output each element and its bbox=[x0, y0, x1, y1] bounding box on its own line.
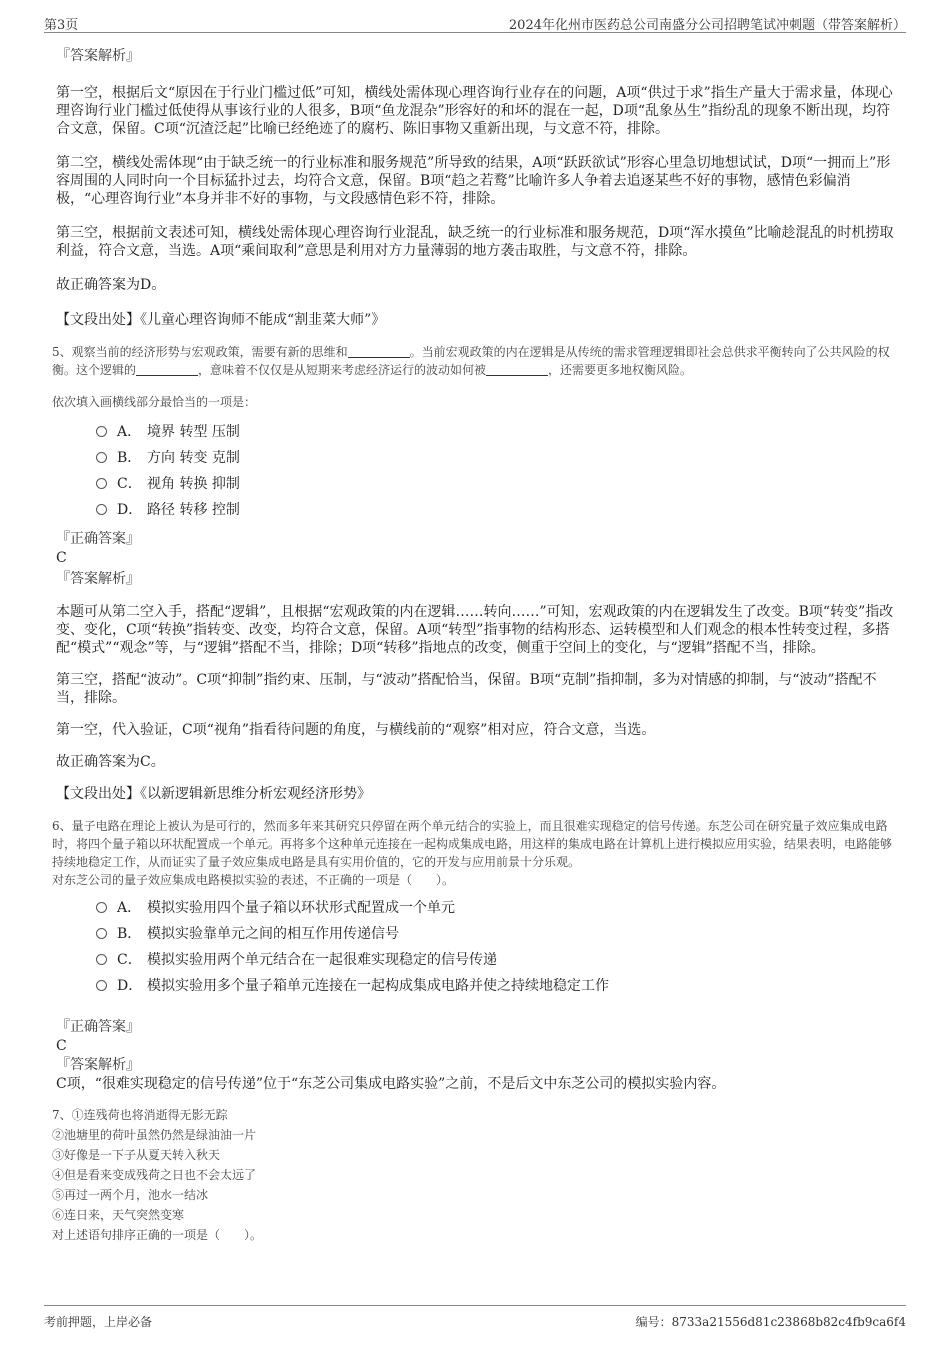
q6-correct-label: 『正确答案』 bbox=[56, 1019, 140, 1035]
q7-line-4: ④但是看来变成残荷之日也不会太远了 bbox=[52, 1168, 257, 1182]
q5-stem-part-a: 5、观察当前的经济形势与宏观政策，需要有新的思维和 bbox=[52, 345, 348, 359]
q7-question: 对上述语句排序正确的一项是（ ）。 bbox=[52, 1228, 263, 1242]
q4-conclusion: 故正确答案为D。 bbox=[56, 277, 166, 293]
option-text: 模拟实验靠单元之间的相互作用传递信号 bbox=[147, 926, 399, 942]
document-id: 编号：8733a21556d81c23868b82c4fb9ca6f4 bbox=[635, 1315, 906, 1329]
q5-option-c[interactable] bbox=[96, 471, 898, 497]
q5-stem-part-b: 。当前宏观政策的内在逻辑是从传统的需求管理逻辑即社会总供求平衡转向了公共风险的权衡。这个逻辑的 bbox=[52, 345, 890, 377]
page-number: 第3页 bbox=[44, 18, 79, 33]
q5-option-b[interactable] bbox=[96, 445, 898, 471]
footer-slogan: 考前押题，上岸必备 bbox=[44, 1315, 153, 1329]
radio-icon[interactable] bbox=[96, 426, 107, 437]
blank-2 bbox=[136, 363, 198, 376]
q5-source: 【文段出处】《以新逻辑新思维分析宏观经济形势》 bbox=[56, 786, 371, 802]
q5-analysis-para-2: 第三空，搭配“波动”。C项“抑制”指约束、压制，与“波动”搭配恰当，保留。B项“克制”指抑制，多为对情感的抑制，与“波动”搭配不当，排除。 bbox=[56, 672, 877, 706]
radio-icon[interactable] bbox=[96, 928, 107, 939]
option-letter: C． bbox=[117, 476, 142, 492]
option-text: 模拟实验用多个量子箱单元连接在一起构成集成电路并使之持续地稳定工作 bbox=[147, 978, 609, 994]
q5-option-d[interactable] bbox=[96, 497, 898, 523]
q7-line-2: ②池塘里的荷叶虽然仍然是绿油油一片 bbox=[52, 1128, 257, 1142]
q4-analysis-para-1: 第一空，根据后文“原因在于行业门槛过低”可知，横线处需体现心理咨询行业存在的问题，A项“供过于求”指生产量大于需求量，体现心理咨询行业门槛过低使得从事该行业的人很多，B项“鱼龙混杂”形容好的和坏的混在一起，D项“乱象丛生”指纷乱的现象不断出现，均符合文意，保留。C项“沉渣泛起”比喻已经绝迹了的腐朽、陈旧事物又重新出现，与文意不符，排除。 bbox=[56, 85, 893, 137]
option-text: 路径 转移 控制 bbox=[147, 502, 240, 518]
q5-analysis-para-1: 本题可从第二空入手，搭配“逻辑”，且根据“宏观政策的内在逻辑……转向……”可知，宏观政策的内在逻辑发生了改变。B项“转变”指改变、变化，C项“转换”指转变、改变，均符合文意，保留。A项“转型”指事物的结构形态、运转模型和人们观念的根本性转变过程，多搭配“模式”“观念”等，与“逻辑”搭配不当，排除；D项“转移”指地点的改变，侧重于空间上的变化，与“逻辑”搭配不当，排除。 bbox=[56, 604, 894, 656]
document-title: 2024年化州市医药总公司南盛分公司招聘笔试冲刺题（带答案解析） bbox=[508, 18, 906, 33]
radio-icon[interactable] bbox=[96, 504, 107, 515]
q6-option-a[interactable] bbox=[96, 895, 898, 921]
page-header bbox=[44, 12, 906, 33]
option-text: 模拟实验用两个单元结合在一起很难实现稳定的信号传递 bbox=[147, 952, 497, 968]
radio-icon[interactable] bbox=[96, 954, 107, 965]
option-letter: D． bbox=[117, 978, 143, 994]
option-letter: D． bbox=[117, 502, 143, 518]
q5-correct-answer: C bbox=[56, 550, 67, 566]
q6-analysis-label: 『答案解析』 bbox=[56, 1057, 140, 1073]
q7-line-5: ⑤再过一两个月，池水一结冰 bbox=[52, 1188, 209, 1202]
q4-analysis-para-2: 第二空，横线处需体现“由于缺乏统一的行业标准和服务规范”所导致的结果，A项“跃跃欲试”形容心里急切地想试试，D项“一拥而上”形容周围的人同时向一个目标猛扑过去，均符合文意，保留。B项“趋之若鹜”比喻许多人争着去追逐某些不好的事物，感情色彩偏消极，“心理咨询行业”本身并非不好的事物，与文段感情色彩不符，排除。 bbox=[56, 155, 891, 207]
q4-analysis-para-3: 第三空，根据前文表述可知，横线处需体现心理咨询行业混乱，缺乏统一的行业标准和服务规范，D项“浑水摸鱼”比喻趁混乱的时机捞取利益，符合文意，当选。A项“乘间取利”意思是利用对方力量薄弱的地方袭击取胜，与文意不符，排除。 bbox=[56, 225, 894, 259]
option-text: 境界 转型 压制 bbox=[147, 424, 240, 440]
q6-stem: 6、量子电路在理论上被认为是可行的，然而多年来其研究只停留在两个单元结合的实验上，而且很难实现稳定的信号传递。东芝公司在研究量子效应集成电路时，将四个量子箱以环状配置成一个单元。再将多个这种单元连接在一起构成集成电路，用这样的集成电路在计算机上进行模拟应用实验，结果表明，电路能够持续地稳定工作，从而证实了量子效应集成电路是具有实用价值的，它的开发与应用前景十分乐观。 bbox=[52, 819, 893, 869]
q6-options bbox=[56, 895, 898, 999]
page-content bbox=[52, 44, 898, 1245]
q6-option-b[interactable] bbox=[96, 921, 898, 947]
option-text: 视角 转换 抑制 bbox=[147, 476, 240, 492]
q5-stem-part-c: ，意味着不仅仅是从短期来考虑经济运行的波动如何被 bbox=[198, 363, 487, 377]
radio-icon[interactable] bbox=[96, 980, 107, 991]
q5-stem bbox=[52, 343, 898, 379]
option-letter: A． bbox=[117, 900, 142, 916]
option-letter: B． bbox=[117, 926, 142, 942]
page-footer bbox=[44, 1305, 906, 1332]
q6-option-c[interactable] bbox=[96, 947, 898, 973]
q6-correct-answer: C bbox=[56, 1038, 67, 1054]
option-text: 方向 转变 克制 bbox=[147, 450, 240, 466]
radio-icon[interactable] bbox=[96, 452, 107, 463]
q4-analysis-label: 『答案解析』 bbox=[56, 48, 140, 64]
q5-analysis-para-3: 第一空，代入验证，C项“视角”指看待问题的角度，与横线前的“观察”相对应，符合文意，当选。 bbox=[56, 722, 656, 738]
q6-question: 对东芝公司的量子效应集成电路模拟实验的表述，不正确的一项是（ ）。 bbox=[52, 873, 455, 887]
option-letter: B． bbox=[117, 450, 142, 466]
q7-line-1: 7、①连残荷也将消逝得无影无踪 bbox=[52, 1108, 228, 1122]
radio-icon[interactable] bbox=[96, 902, 107, 913]
q5-options bbox=[56, 419, 898, 523]
q7-line-6: ⑥连日来，天气突然变寒 bbox=[52, 1208, 185, 1222]
blank-3 bbox=[486, 363, 548, 376]
q6-option-d[interactable] bbox=[96, 973, 898, 999]
q5-option-a[interactable] bbox=[96, 419, 898, 445]
option-text: 模拟实验用四个量子箱以环状形式配置成一个单元 bbox=[147, 900, 455, 916]
q5-instruction: 依次填入画横线部分最恰当的一项是： bbox=[52, 395, 257, 409]
q7-line-3: ③好像是一下子从夏天转入秋天 bbox=[52, 1148, 221, 1162]
option-letter: A． bbox=[117, 424, 142, 440]
q5-correct-label: 『正确答案』 bbox=[56, 531, 140, 547]
q4-source: 【文段出处】《儿童心理咨询师不能成“割韭菜大师”》 bbox=[56, 312, 386, 328]
blank-1 bbox=[348, 345, 410, 358]
q6-analysis: C项，“很难实现稳定的信号传递”位于“东芝公司集成电路实验”之前，不是后文中东芝公司的模拟实验内容。 bbox=[56, 1076, 726, 1092]
option-letter: C． bbox=[117, 952, 142, 968]
radio-icon[interactable] bbox=[96, 478, 107, 489]
q5-conclusion: 故正确答案为C。 bbox=[56, 754, 165, 770]
q5-analysis-label: 『答案解析』 bbox=[56, 571, 140, 587]
q7-block bbox=[52, 1105, 898, 1245]
q5-stem-part-d: ，还需要更多地权衡风险。 bbox=[548, 363, 693, 377]
